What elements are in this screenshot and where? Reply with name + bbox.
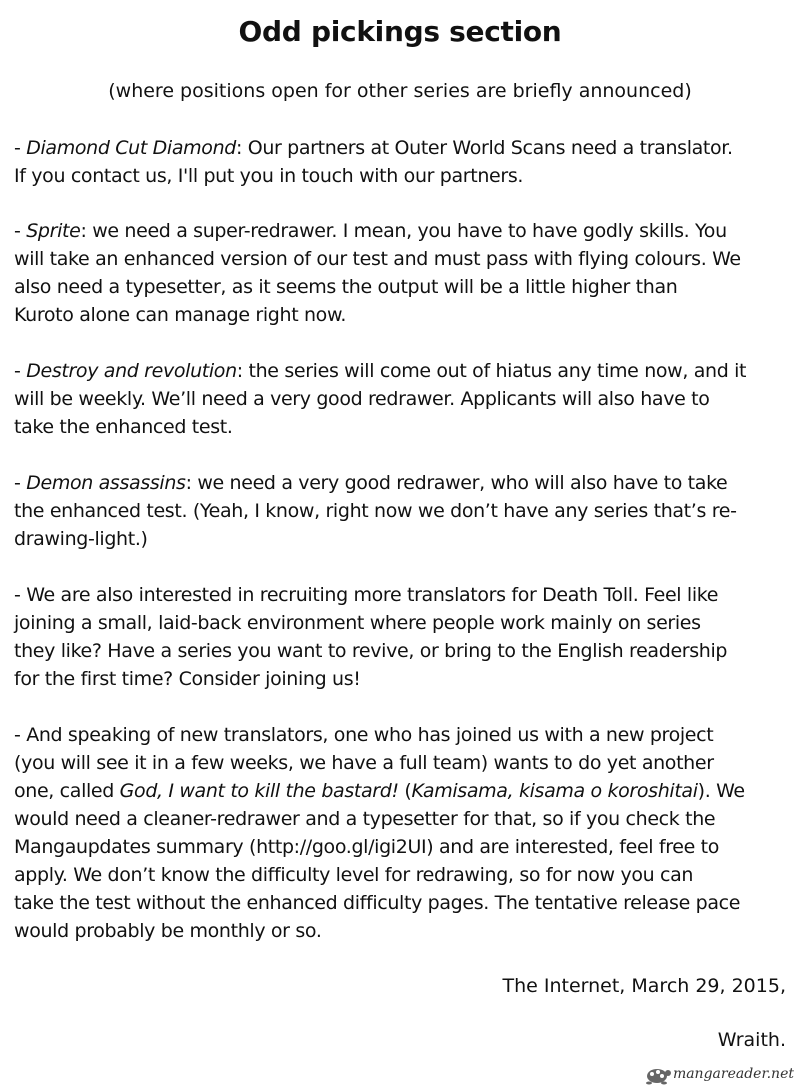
paragraph-line [14,525,788,553]
body-text: one, called [14,780,120,802]
italic-title-text: Sprite [26,220,81,242]
paragraph-line [14,413,788,441]
body-text: also need a typesetter, as it seems the output will be a little higher than [14,276,678,298]
body-text: take the test without the enhanced difficulty pages. The tentative release pace [14,892,741,914]
body-text: will take an enhanced version of our test and must pass with flying colours. We [14,248,741,270]
body-text: drawing-light.) [14,528,148,550]
body-text: Kuroto alone can manage right now. [14,304,347,326]
paragraph-line [14,721,788,749]
paragraph-line [14,301,788,329]
paragraph-line [14,217,788,245]
body-text: Mangaupdates summary (http://goo.gl/igi2UI) and are interested, feel free to [14,836,720,858]
paragraph-line [14,469,788,497]
body-text: - [14,360,27,382]
body-text: (you will see it in a few weeks, we have a full team) wants to do yet another [14,752,714,774]
paragraph-line [14,665,788,693]
body-text: : we need a very good redrawer, who will also have to take [185,472,728,494]
signature-author: Wraith. [717,1029,786,1051]
site-watermark [643,1062,794,1086]
paragraph-line [14,609,788,637]
paragraph-line [14,385,788,413]
paragraph-demon-assassins [14,469,788,553]
paragraph-sprite [14,217,788,329]
paragraph-line [14,581,788,609]
paragraph-destroy-and-revolution [14,357,788,441]
paragraph-line [14,861,788,889]
paragraph-line [14,805,788,833]
body-text: - [14,220,27,242]
paragraph-diamond-cut-diamond [14,134,788,190]
paragraph-line [14,749,788,777]
paragraph-line [14,357,788,385]
body-text: ). We [697,780,745,802]
paragraph-line [14,833,788,861]
body-text: joining a small, laid-back environment where people work mainly on series [14,612,701,634]
paragraph-line [14,637,788,665]
page-subtitle: (where positions open for other series are briefly announced) [108,80,692,102]
body-text: take the enhanced test. [14,416,233,438]
paragraph-line [14,777,788,805]
italic-title-text: Kamisama, kisama o koroshitai [411,780,698,802]
italic-title-text: Demon assassins [26,472,186,494]
body-text: - [14,137,27,159]
paragraph-line [14,497,788,525]
body-text: would probably be monthly or so. [14,920,322,942]
body-text: If you contact us, I'll put you in touch with our partners. [14,165,524,187]
body-text: : we need a super-redrawer. I mean, you have to have godly skills. You [80,220,727,242]
page-title: Odd pickings section [238,15,562,48]
turtle-logo-icon [643,1063,671,1085]
body-text: for the first time? Consider joining us! [14,668,361,690]
body-text: the enhanced test. (Yeah, I know, right now we don’t have any series that’s re- [14,500,737,522]
body-text: : the series will come out of hiatus any time now, and it [236,360,747,382]
body-text: - We are also interested in recruiting more translators for Death Toll. Feel like [14,584,719,606]
italic-title-text: God, I want to kill the bastard! [119,780,399,802]
paragraph-death-toll-recruiting [14,581,788,693]
paragraph-new-translator-project [14,721,788,945]
italic-title-text: Diamond Cut Diamond [26,137,236,159]
paragraph-line [14,889,788,917]
signature-place-date: The Internet, March 29, 2015, [502,975,786,997]
paragraph-line [14,134,788,162]
body-text: ( [398,780,412,802]
paragraph-line [14,917,788,945]
body-text: would need a cleaner-redrawer and a typesetter for that, so if you check the [14,808,716,830]
paragraph-line [14,273,788,301]
watermark-text: mangareader.net [672,1066,794,1082]
body-text: apply. We don’t know the difficulty level for redrawing, so for now you can [14,864,694,886]
body-text: - And speaking of new translators, one who has joined us with a new project [14,724,714,746]
paragraph-line [14,245,788,273]
body-text: will be weekly. We’ll need a very good redrawer. Applicants will also have to [14,388,710,410]
body-text: : Our partners at Outer World Scans need a translator. [235,137,733,159]
body-text: - [14,472,27,494]
paragraph-line [14,162,788,190]
italic-title-text: Destroy and revolution [26,360,237,382]
body-text: they like? Have a series you want to revive, or bring to the English readership [14,640,728,662]
